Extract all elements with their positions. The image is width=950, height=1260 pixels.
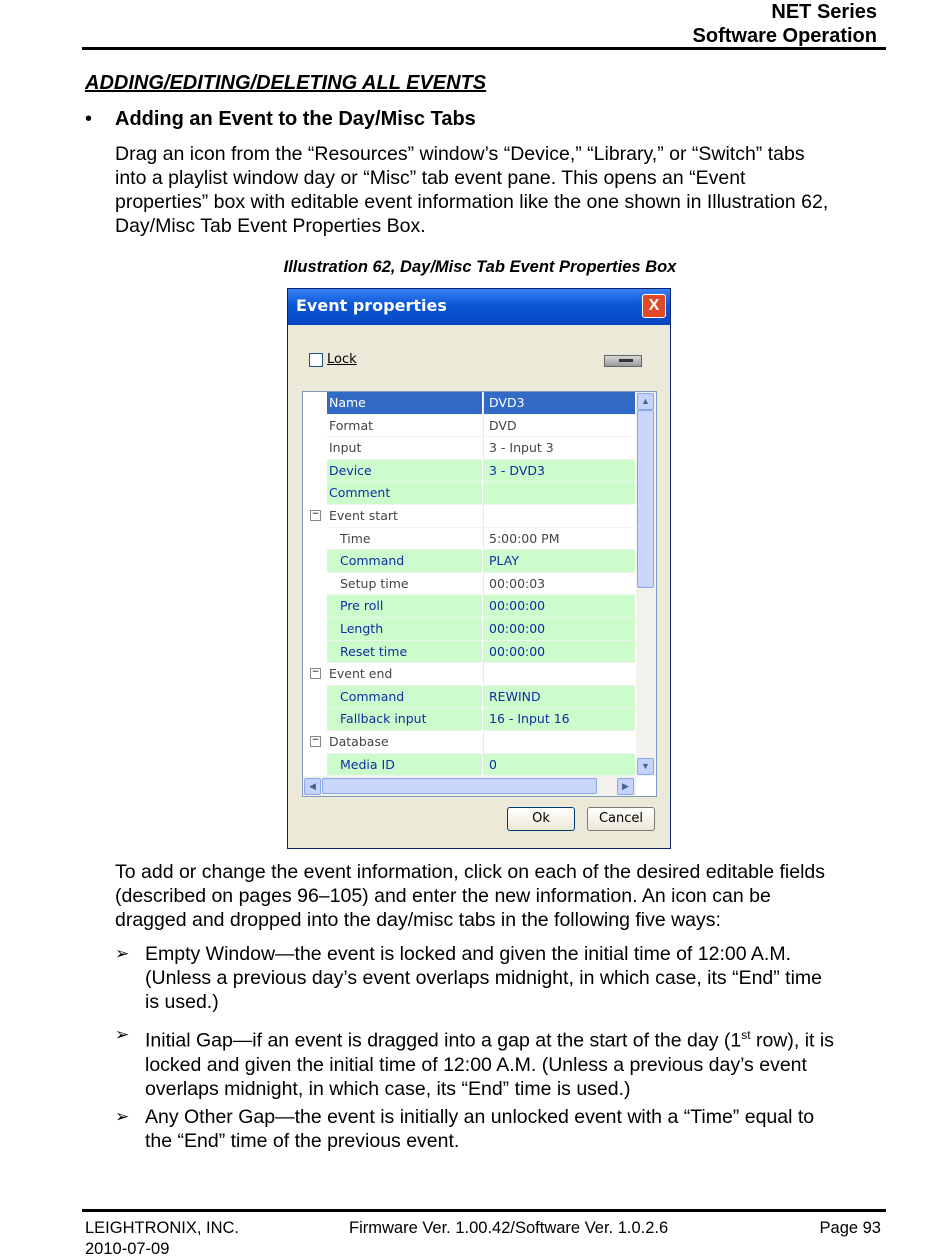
property-value[interactable]: 00:00:03 xyxy=(483,573,635,596)
list-line: locked and given the initial time of 12:00 A.M. (Unless a previous day’s event xyxy=(145,1053,807,1076)
property-row[interactable] xyxy=(303,595,635,618)
list-line: is used.) xyxy=(145,991,219,1013)
dialog-title: Event properties xyxy=(296,296,447,315)
property-row[interactable] xyxy=(303,415,635,438)
ok-button[interactable]: Ok xyxy=(507,807,575,831)
after-paragraph xyxy=(115,860,885,932)
intro-paragraph xyxy=(115,142,885,238)
property-value[interactable]: 00:00:00 xyxy=(483,595,635,618)
property-name: Setup time xyxy=(327,573,482,596)
dialog-titlebar[interactable] xyxy=(288,289,670,325)
footer-page: Page 93 xyxy=(819,1219,881,1237)
property-row[interactable] xyxy=(303,663,635,686)
property-row[interactable] xyxy=(303,754,635,777)
section-title: ADDING/EDITING/DELETING ALL EVENTS xyxy=(85,72,487,94)
list-line: (Unless a previous day’s event overlaps midnight, in which case, its “End” time xyxy=(145,967,823,989)
property-name: Database xyxy=(327,731,482,754)
intro-line: into a playlist window day or “Misc” tab event pane. This opens an “Event xyxy=(115,167,746,189)
property-name: Event start xyxy=(327,505,482,528)
property-value[interactable]: REWIND xyxy=(483,686,635,709)
property-row[interactable] xyxy=(303,482,635,505)
property-row[interactable] xyxy=(303,708,635,731)
property-name: Format xyxy=(327,415,482,438)
property-name: Input xyxy=(327,437,482,460)
scroll-right-icon[interactable]: ▶ xyxy=(617,778,634,795)
property-row[interactable] xyxy=(303,573,635,596)
scroll-left-icon[interactable]: ◀ xyxy=(304,778,321,795)
cancel-button[interactable]: Cancel xyxy=(587,807,655,831)
list-line: the “End” time of the previous event. xyxy=(145,1130,460,1152)
footer-version: Firmware Ver. 1.00.42/Software Ver. 1.0.2.6 xyxy=(349,1219,669,1237)
bullet-marker: • xyxy=(85,108,93,130)
scroll-up-icon[interactable]: ▲ xyxy=(637,393,654,410)
after-line: To add or change the event information, click on each of the desired editable fields xyxy=(115,861,826,883)
lock-checkbox[interactable] xyxy=(309,353,323,367)
property-value[interactable]: 3 - Input 3 xyxy=(483,437,635,460)
property-value[interactable] xyxy=(483,731,635,754)
figure-caption: Illustration 62, Day/Misc Tab Event Properties Box xyxy=(283,258,677,276)
arrow-bullet-icon: ➢ xyxy=(115,1025,130,1044)
horizontal-scroll-thumb[interactable] xyxy=(322,778,597,794)
footer-company xyxy=(85,1218,239,1260)
property-row[interactable] xyxy=(303,550,635,573)
dvd-device-icon xyxy=(604,355,642,367)
header-section: Software Operation xyxy=(692,25,877,47)
collapse-icon[interactable]: − xyxy=(311,735,320,745)
property-value[interactable] xyxy=(483,663,635,686)
property-row[interactable] xyxy=(303,686,635,709)
property-value[interactable]: 5:00:00 PM xyxy=(483,528,635,551)
property-row[interactable] xyxy=(303,437,635,460)
property-value[interactable]: DVD xyxy=(483,415,635,438)
vertical-scroll-thumb[interactable] xyxy=(637,410,654,588)
intro-line: properties” box with editable event information like the one shown in Illustration 62, xyxy=(115,191,829,213)
property-value[interactable]: PLAY xyxy=(483,550,635,573)
list-line: Any Other Gap—the event is initially an unlocked event with a “Time” equal to xyxy=(145,1106,815,1128)
list-line: overlaps midnight, in which case, its “End” time is used.) xyxy=(145,1077,631,1100)
property-value[interactable]: 00:00:00 xyxy=(483,641,635,664)
property-value[interactable]: 00:00:00 xyxy=(483,618,635,641)
list-line: Initial Gap—if an event is dragged into a gap at the start of the day (1st row), it is xyxy=(145,1028,834,1052)
after-line: (described on pages 96–105) and enter the new information. An icon can be xyxy=(115,885,771,907)
property-name: Time xyxy=(327,528,482,551)
property-name: Length xyxy=(327,618,482,641)
vertical-scrollbar[interactable] xyxy=(636,392,656,776)
horizontal-scrollbar[interactable] xyxy=(303,776,636,796)
property-name: Reset time xyxy=(327,641,482,664)
property-name: Command xyxy=(327,550,482,573)
header-series: NET Series xyxy=(771,1,877,23)
property-row[interactable] xyxy=(303,641,635,664)
property-row[interactable] xyxy=(303,528,635,551)
property-name: Media ID xyxy=(327,754,482,777)
property-value[interactable]: DVD3 xyxy=(483,392,635,415)
property-name: Name xyxy=(327,392,482,415)
property-row[interactable] xyxy=(303,392,635,415)
arrow-bullet-icon: ➢ xyxy=(115,944,130,963)
intro-line: Drag an icon from the “Resources” window’s “Device,” “Library,” or “Switch” tabs xyxy=(115,143,805,165)
property-grid xyxy=(302,391,657,797)
footer-rule xyxy=(82,1209,886,1212)
property-name: Fallback input xyxy=(327,708,482,731)
property-row[interactable] xyxy=(303,618,635,641)
header-rule xyxy=(82,47,886,50)
property-name: Device xyxy=(327,460,482,483)
property-row[interactable] xyxy=(303,505,635,528)
after-line: dragged and dropped into the day/misc tabs in the following five ways: xyxy=(115,909,721,931)
subheading: Adding an Event to the Day/Misc Tabs xyxy=(115,108,476,130)
property-value[interactable]: 0 xyxy=(483,754,635,777)
lock-label[interactable]: Lock xyxy=(327,352,357,367)
event-properties-dialog xyxy=(287,288,671,849)
property-value[interactable]: 3 - DVD3 xyxy=(483,460,635,483)
property-row[interactable] xyxy=(303,731,635,754)
collapse-icon[interactable]: − xyxy=(311,667,320,678)
property-name: Pre roll xyxy=(327,595,482,618)
scroll-down-icon[interactable]: ▼ xyxy=(637,758,654,775)
arrow-bullet-icon: ➢ xyxy=(115,1107,130,1126)
collapse-icon[interactable]: − xyxy=(311,509,320,519)
footer-date: 2010-07-09 xyxy=(85,1240,170,1258)
intro-line: Day/Misc Tab Event Properties Box. xyxy=(115,215,426,237)
property-name: Comment xyxy=(327,482,482,505)
list-line: Empty Window—the event is locked and given the initial time of 12:00 A.M. xyxy=(145,943,791,965)
close-button[interactable]: X xyxy=(642,294,666,318)
property-value[interactable] xyxy=(483,505,635,528)
property-value[interactable]: 16 - Input 16 xyxy=(483,708,635,731)
footer-company-name: LEIGHTRONIX, INC. xyxy=(85,1219,240,1237)
property-name: Command xyxy=(327,686,482,709)
property-value[interactable] xyxy=(483,482,635,505)
page-header xyxy=(693,0,877,48)
property-name: Event end xyxy=(327,663,482,686)
property-row[interactable] xyxy=(303,460,635,483)
